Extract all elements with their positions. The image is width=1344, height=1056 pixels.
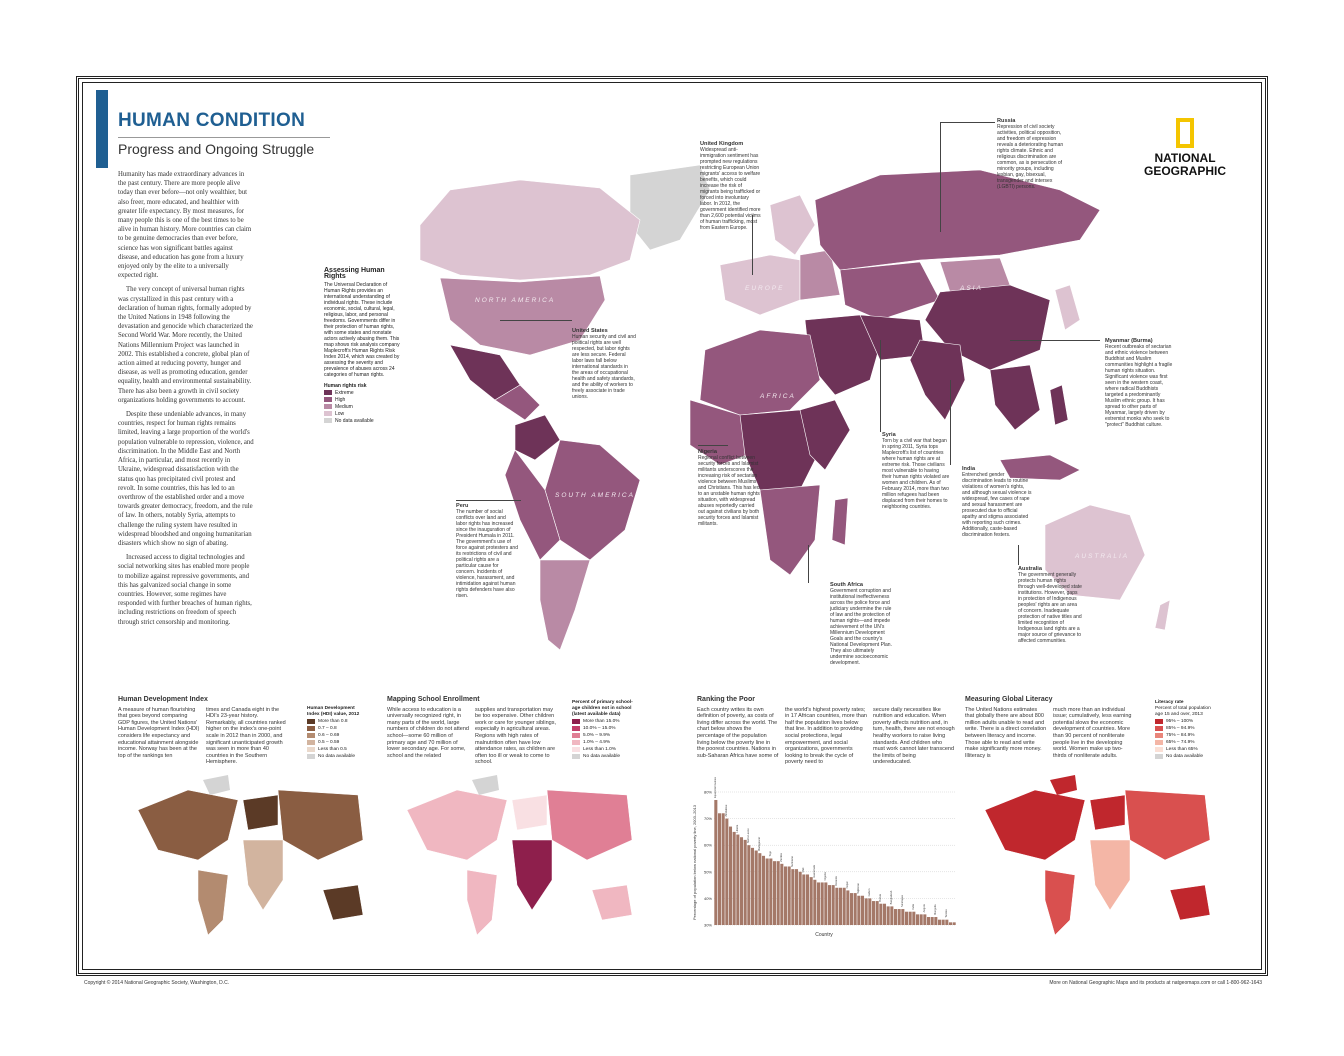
leader-line-australia xyxy=(1018,545,1019,565)
chart-bar xyxy=(923,914,926,925)
leader-line-us xyxy=(500,320,572,321)
literacy-legend-item xyxy=(1155,718,1215,725)
hdi-legend xyxy=(307,706,367,760)
human-rights-legend-item xyxy=(324,410,402,417)
chart-bar xyxy=(868,898,871,925)
southern-africa xyxy=(760,485,820,575)
school-legend-label: 5.0% – 9.9% xyxy=(583,732,611,738)
literacy-legend-label: No data available xyxy=(1166,753,1204,759)
hdi-legend-swatch xyxy=(307,740,315,745)
chart-bar xyxy=(850,893,853,925)
colombia xyxy=(515,415,560,460)
legend-title: Assessing Human Rights xyxy=(324,267,385,280)
school-col-2: supplies and transportation may be too expensive. Other children work or care for younger siblings, especially in agricultural areas. Regions with high rates of malnutrition often have low attendance rates, as children are often too ill or weak to come to school. xyxy=(475,706,557,766)
callout-nigeria-title: Nigeria xyxy=(698,449,717,455)
chart-y-tick-label: 30% xyxy=(703,922,712,928)
brazil xyxy=(545,440,640,560)
chart-category-label: Angola xyxy=(922,904,926,913)
chart-bar xyxy=(795,869,798,925)
hdi-legend-item xyxy=(307,725,367,732)
chart-bar xyxy=(872,901,875,925)
school-south-america xyxy=(467,870,497,935)
chart-bar xyxy=(890,906,893,925)
chart-bar xyxy=(887,906,890,925)
hdi-col-2: times and Canada eight in the HDI's 23-year history. Remarkably, all countries ranked higher on the index's one-point scale in 2012 than in 2000, and significant unanticipated growth was seen in more than 40 countries in the Southern Hemisphere. xyxy=(206,706,286,766)
literacy-legend-swatch xyxy=(1155,733,1163,738)
hdi-australia xyxy=(323,885,363,920)
chart-bar xyxy=(883,904,886,925)
north-africa xyxy=(700,330,820,415)
school-legend-label: Less than 1.0% xyxy=(583,746,617,752)
hdi-legend-title: Human Development Index (HDI) value, 2012 xyxy=(307,706,360,717)
callout-uk xyxy=(700,141,762,231)
literacy-legend xyxy=(1155,700,1215,760)
school-legend-swatch xyxy=(572,719,580,724)
chart-bar xyxy=(931,917,934,925)
chart-bar xyxy=(898,909,901,925)
chart-bar xyxy=(839,888,842,925)
chart-bar xyxy=(854,893,857,925)
india xyxy=(910,340,965,420)
hdi-title: Human Development Index xyxy=(118,696,208,703)
chart-bar xyxy=(942,920,945,925)
lit-africa xyxy=(1090,840,1130,910)
callout-india-title: India xyxy=(962,466,976,472)
leader-line-south-africa xyxy=(808,545,809,583)
school-section xyxy=(387,697,577,766)
school-legend-items xyxy=(572,718,634,760)
chart-bar xyxy=(722,813,725,925)
literacy-legend-item xyxy=(1155,753,1215,760)
literacy-col-1: The United Nations estimates that globally there are about 800 million adults unable to read and write. There is a direct correlation between literacy and income. Those able to read and write make significantly more money. Illiteracy is xyxy=(965,706,1047,759)
hdi-legend-label: 0.6 – 0.69 xyxy=(318,732,340,738)
hdi-europe xyxy=(243,795,278,830)
hdi-legend-label: More than 0.8 xyxy=(318,718,348,724)
hdi-asia xyxy=(278,790,363,860)
hdi-legend-swatch xyxy=(307,754,315,759)
school-legend-item xyxy=(572,739,634,746)
hdi-legend-item xyxy=(307,746,367,753)
hdi-legend-label: 0.7 – 0.8 xyxy=(318,725,337,731)
literacy-world-map xyxy=(965,770,1225,940)
chart-category-label: Tajikistan xyxy=(856,883,860,894)
poverty-bar-chart xyxy=(688,770,960,940)
chart-category-label: Mali xyxy=(801,867,805,873)
hdi-legend-label: 0.5 – 0.59 xyxy=(318,739,340,745)
chart-category-label: Togo xyxy=(768,850,772,857)
chart-category-label: Nepal xyxy=(845,881,849,889)
poor-title: Ranking the Poor xyxy=(697,696,755,703)
chart-bar xyxy=(865,898,868,925)
logo-text-line-2: GEOGRAPHIC xyxy=(1143,164,1226,178)
school-greenland xyxy=(472,775,499,795)
callout-nigeria-body: Regional conflict between security forces and Islamist militants underscores the increasing risk of sectarian violence between Muslims and Christians. This has led to an unstable human rights situation, with widespread abuses reportedly carried out against civilians by both security forces and Islamist militants. xyxy=(698,455,760,527)
chart-bar xyxy=(920,914,923,925)
leader-line-russia xyxy=(940,122,941,232)
chart-bar xyxy=(725,819,728,925)
callout-us xyxy=(572,328,636,400)
literacy-col-2: much more than an individual issue; cumulatively, less earning potential slows the economic development of countries. More than 90 percent of nonliterate people live in the developing world. Women make up two-thirds of nonliterate adults. xyxy=(1053,706,1132,759)
chart-category-label: Bolivia xyxy=(878,894,882,902)
human-rights-legend-label: Medium xyxy=(335,403,353,410)
chart-bar xyxy=(810,877,813,925)
chart-x-axis-label: Country xyxy=(815,932,833,938)
chart-y-axis-label: Percentage of population below national poverty line, 2003–2013 xyxy=(692,805,697,920)
greenland xyxy=(630,165,710,250)
poor-section xyxy=(697,697,967,766)
school-europe xyxy=(512,795,547,830)
chart-y-tick-label: 80% xyxy=(703,789,712,795)
chart-bar xyxy=(934,917,937,925)
leader-line-peru xyxy=(456,500,521,501)
callout-us-title: United States xyxy=(572,328,608,334)
lit-australia xyxy=(1170,885,1210,920)
region-label-north-america: NORTH AMERICA xyxy=(475,297,556,304)
hdi-north-america xyxy=(138,790,238,860)
hdi-south-america xyxy=(198,870,228,935)
human-rights-legend-label: No data available xyxy=(335,417,374,424)
hdi-greenland xyxy=(203,775,230,795)
chart-category-label: Liberia xyxy=(735,824,739,833)
chart-bar xyxy=(894,909,897,925)
japan-korea xyxy=(1055,285,1080,330)
argentina-chile xyxy=(540,560,590,650)
chart-bar xyxy=(751,848,754,925)
chart-bar xyxy=(744,840,747,925)
human-rights-legend-swatch xyxy=(324,397,332,402)
callout-peru-title: Peru xyxy=(456,503,469,509)
chart-category-label: Zambia xyxy=(779,853,783,862)
chart-category-label: Suriname xyxy=(790,856,794,868)
school-legend-item xyxy=(572,753,634,760)
literacy-legend-label: 65% – 74.9% xyxy=(1166,739,1195,745)
chart-bar xyxy=(758,853,761,925)
school-legend-label: 1.0% – 4.9% xyxy=(583,739,611,745)
canada xyxy=(420,180,640,280)
callout-india xyxy=(962,466,1032,538)
lit-north-america xyxy=(985,790,1085,860)
title-divider xyxy=(118,137,330,138)
callout-russia-title: Russia xyxy=(997,118,1016,124)
chart-bar xyxy=(733,832,736,925)
chart-bar xyxy=(945,920,948,925)
chart-bar xyxy=(857,896,860,925)
human-rights-legend-item xyxy=(324,417,402,424)
chart-category-label: Nicaragua xyxy=(900,895,904,908)
chart-bar xyxy=(755,851,758,925)
chart-category-label: Zimbabwe xyxy=(724,804,728,817)
chart-category-label: India xyxy=(911,904,915,910)
literacy-legend-title: Literacy rate xyxy=(1155,700,1184,705)
human-rights-legend-swatch xyxy=(324,404,332,409)
callout-us-body: Human security and civil and political rights are well respected, but labor rights are less secure. Federal labor laws fall below international standards in the areas of occupational health and safety standards, and the ability of workers to freely associate in trade unions. xyxy=(572,334,636,400)
hdi-africa xyxy=(243,840,283,910)
chart-category-label: Bangladesh xyxy=(889,890,893,905)
chart-bar xyxy=(916,914,919,925)
callout-myanmar-body: Recent outbreaks of sectarian and ethnic violence between Buddhist and Muslim communities highlight a fragile human rights situation. Significant violence was first seen in the western coast, where radical Buddhists targeted a predominantly Muslim ethnic group. It has spread to other parts of Myanmar, largely driven by extremist monks who seek to "protect" Buddhist culture. xyxy=(1105,344,1173,428)
school-legend-swatch xyxy=(572,754,580,759)
hdi-world-map xyxy=(118,770,378,940)
chart-bar xyxy=(813,880,816,925)
chart-bar xyxy=(784,866,787,925)
callout-peru xyxy=(456,503,518,599)
school-legend-item xyxy=(572,732,634,739)
region-label-south-america: SOUTH AMERICA xyxy=(555,492,635,499)
school-north-america xyxy=(407,790,507,860)
callout-russia xyxy=(997,118,1065,190)
school-col-1: While access to education is a universally recognized right, in many parts of the world, large numbers of children do not attend school—some 60 million of primary age and 70 million of lower secondary age. For some, school and the related xyxy=(387,706,469,759)
new-zealand xyxy=(1155,600,1170,630)
lit-europe xyxy=(1090,795,1125,830)
lit-asia xyxy=(1125,790,1210,860)
region-label-asia: ASIA xyxy=(960,285,983,292)
leader-line-nigeria xyxy=(698,445,728,446)
school-legend-label: 10.0% – 15.0% xyxy=(583,725,616,731)
chart-bar xyxy=(905,912,908,925)
title-accent-bar xyxy=(96,90,108,168)
chart-bar xyxy=(802,874,805,925)
hdi-legend-item xyxy=(307,718,367,725)
human-rights-legend-item xyxy=(324,396,402,403)
school-asia xyxy=(547,790,632,860)
chart-bar xyxy=(912,912,915,925)
chart-bar xyxy=(901,909,904,925)
chart-bar xyxy=(714,800,717,925)
school-legend-item xyxy=(572,746,634,753)
chart-y-tick-label: 40% xyxy=(703,895,712,901)
leader-line-india xyxy=(950,380,951,465)
chart-bar xyxy=(843,888,846,925)
hdi-legend-item xyxy=(307,732,367,739)
poor-col-1: Each country writes its own definition of poverty, as costs of living differ across the world. The chart below shows the percentage of the population living below the poverty line in the poorest countries. Nations in sub-Saharan Africa have some of xyxy=(697,706,779,759)
chart-bar xyxy=(740,837,743,925)
literacy-legend-item xyxy=(1155,746,1215,753)
callout-myanmar-title: Myanmar (Burma) xyxy=(1105,338,1153,344)
human-rights-legend-swatch xyxy=(324,390,332,395)
chart-bar xyxy=(824,882,827,925)
chart-bar xyxy=(799,872,802,925)
callout-peru-body: The number of social conflicts over land and labor rights has increased since the inauguration of President Humala in 2011. The government's use of force against protesters and its restrictions of civil and political rights are a particular cause for concern. Incidents of violence, harassment, and intimidation against human rights defenders have also risen. xyxy=(456,509,518,599)
human-rights-legend-label: Extreme xyxy=(335,389,354,396)
chart-bar xyxy=(938,920,941,925)
chart-bar xyxy=(817,882,820,925)
chart-category-label: Mongolia xyxy=(933,904,937,916)
literacy-legend-subtitle: Percent of total population age 15 and over, 2013 xyxy=(1155,706,1211,717)
literacy-legend-items xyxy=(1155,718,1215,760)
literacy-legend-item xyxy=(1155,739,1215,746)
legend-body: The Universal Declaration of Human Rights provides an international understanding of individual rights. These include economic, social, cultural, legal, religious, labor, and personal freedoms. Governments differ in their protection of human rights, with some states and nonstate actors actively abusing them. This map shows risk analysis company Maplecroft's Human Rights Risk Index 2014, which was created by assessing the severity and prevalence of abuses across 24 categories of human rights. xyxy=(324,282,400,378)
callout-syria-title: Syria xyxy=(882,432,896,438)
chart-bar xyxy=(777,861,780,925)
chart-bar xyxy=(879,904,882,925)
human-rights-legend-item xyxy=(324,389,402,396)
literacy-legend-swatch xyxy=(1155,719,1163,724)
chart-y-tick-label: 50% xyxy=(703,869,712,875)
school-legend-item xyxy=(572,718,634,725)
hdi-legend-label: No data available xyxy=(318,753,356,759)
poor-col-3: secure daily necessities like nutrition and education. When poverty affects nutrition and, in turn, health, there are not enough healthy workers to raise living standards. And children who must work cannot later transcend the limits of being undereducated. xyxy=(873,706,955,766)
region-label-australia: AUSTRALIA xyxy=(1075,553,1130,560)
human-rights-legend xyxy=(324,268,402,424)
chart-category-label: Nigeria xyxy=(823,872,827,881)
literacy-legend-item xyxy=(1155,725,1215,732)
human-rights-legend-item xyxy=(324,403,402,410)
chart-bar xyxy=(729,827,732,925)
chart-bar xyxy=(846,890,849,925)
lit-south-america xyxy=(1045,870,1075,935)
chart-bar xyxy=(788,866,791,925)
literacy-legend-label: 75% – 84.9% xyxy=(1166,732,1195,738)
chart-bar xyxy=(835,888,838,925)
chart-bar xyxy=(806,874,809,925)
chart-bar xyxy=(780,864,783,925)
callout-uk-title: United Kingdom xyxy=(700,141,744,147)
chart-bar xyxy=(747,845,750,925)
literacy-legend-label: 85% – 94.9% xyxy=(1166,725,1195,731)
school-legend-swatch xyxy=(572,740,580,745)
poor-col-2: the world's highest poverty rates; in 17 African countries, more than half the population lives below that line. In addition to providing social protections, legal empowerment, and social organizations, governments looking to break the cycle of poverty need to xyxy=(785,706,867,766)
leader-line-russia-h xyxy=(940,122,995,123)
chart-bar xyxy=(821,882,824,925)
school-legend-swatch xyxy=(572,726,580,731)
chart-category-label: Tunisia xyxy=(944,909,948,918)
callout-australia-title: Australia xyxy=(1018,566,1042,572)
school-world-map xyxy=(387,770,647,940)
page-title: HUMAN CONDITION xyxy=(118,110,306,131)
philippines xyxy=(1050,385,1068,425)
legend-scale-title: Human rights risk xyxy=(324,383,367,389)
chart-bar xyxy=(766,859,769,926)
human-rights-legend-label: Low xyxy=(335,410,345,417)
chart-bar xyxy=(791,869,794,925)
lit-greenland xyxy=(1050,775,1077,795)
chart-category-label: Equatorial Guinea xyxy=(713,777,717,798)
school-legend-swatch xyxy=(572,747,580,752)
chart-bar xyxy=(773,861,776,925)
hdi-legend-swatch xyxy=(307,719,315,724)
chart-bar xyxy=(876,901,879,925)
callout-australia xyxy=(1018,566,1082,644)
callout-nigeria xyxy=(698,449,762,527)
literacy-legend-item xyxy=(1155,732,1215,739)
hdi-legend-item xyxy=(307,753,367,760)
chart-category-label: Guatemala xyxy=(812,865,816,878)
chart-bar xyxy=(861,896,864,925)
literacy-legend-swatch xyxy=(1155,740,1163,745)
chart-category-label: Gabon xyxy=(867,888,871,897)
chart-bar xyxy=(909,912,912,925)
intro-paragraph-1: Humanity has made extraordinary advances in the past century. There are more people alive today than ever before—not only wealthier, but also freer, more educated, and healthier with greater life expectancy. By most measures, for many people this is one of the best times to be alive in human history. More countries can claim to be genuine democracies than ever before, science has won significant battles against disease, and education has gone from a luxury enjoyed only by the elite to a universally expected right. xyxy=(118,171,252,280)
callout-syria xyxy=(882,432,950,510)
callout-myanmar xyxy=(1105,338,1177,428)
chart-bar xyxy=(718,813,721,925)
footer-contact: More on National Geographic Maps and its products at natgeomaps.com or call 1-800-962-1643 xyxy=(1049,980,1262,986)
callout-uk-body: Widespread anti-immigration sentiment has prompted new regulations restricting European Union migrants' access to welfare benefits, which could increase the risk of migrants being trafficked or forced into involuntary labor. In 2012, the government identified more than 2,600 potential victims of human trafficking, most from Eastern Europe. xyxy=(700,147,761,231)
school-legend-label: More than 15.0% xyxy=(583,718,620,724)
school-legend-item xyxy=(572,725,634,732)
page-subtitle: Progress and Ongoing Struggle xyxy=(118,141,315,157)
central-asia xyxy=(840,262,940,320)
hdi-legend-item xyxy=(307,739,367,746)
hdi-section xyxy=(118,697,308,766)
intro-paragraph-2: The very concept of universal human rights was crystallized in this past century with a declaration of human rights, formally adopted by the United Nations in 1948 following the devastation and genocide which characterized the Second World War. More recently, the United Nations Millennium Project was launched in 2002. This established a concrete, global plan of action aimed at reducing poverty, hunger and disease, as well as promoting education, gender equality, health and environmental sustainability. There has also been a growth in civil society organizations holding governments to account. xyxy=(118,286,253,404)
legend-items xyxy=(324,389,402,424)
southeast-asia xyxy=(990,365,1040,430)
chart-bar xyxy=(927,917,930,925)
callout-syria-body: Torn by a civil war that began in spring 2011, Syria tops Maplecroft's list of countries where human rights are at extreme risk. Those civilians most vulnerable to having their human rights violated are women and children. As of February 2014, more than two million refugees had been displaced from their homes to neighboring countries. xyxy=(882,438,950,510)
school-legend xyxy=(572,700,634,760)
hdi-legend-items xyxy=(307,718,367,760)
region-label-africa: AFRICA xyxy=(760,393,796,400)
hdi-legend-swatch xyxy=(307,747,315,752)
intro-paragraph-4: Increased access to digital technologies and social networking sites has enabled more people to mobilize against repressive governments, and this has galvanized social change in some countries. However, some regimes have responded with further breaches of human rights, including restrictions on freedom of speech through strict censorship and monitoring. xyxy=(118,554,252,626)
leader-line-syria xyxy=(880,340,881,432)
chart-bar xyxy=(949,922,952,925)
callout-south-africa xyxy=(830,582,892,666)
chart-bar xyxy=(769,859,772,926)
callout-australia-body: The government generally protects human rights through well-developed state institutions. However, gaps in protection of Indigenous peoples' rights are an area of concern. Inadequate protection of native titles and limited recognition of Indigenous land rights are a major source of grievance to affected communities. xyxy=(1018,572,1082,644)
chart-bar xyxy=(828,885,831,925)
chart-category-label: Madagascar xyxy=(757,836,761,852)
chart-bar xyxy=(762,856,765,925)
region-label-europe: EUROPE xyxy=(745,285,785,292)
literacy-legend-label: 95% – 100% xyxy=(1166,718,1194,724)
literacy-legend-swatch xyxy=(1155,726,1163,731)
school-australia xyxy=(592,885,632,920)
school-legend-swatch xyxy=(572,733,580,738)
madagascar xyxy=(832,498,848,545)
literacy-legend-label: Less than 65% xyxy=(1166,746,1198,752)
literacy-legend-swatch xyxy=(1155,754,1163,759)
callout-russia-body: Repression of civil society activities, political opposition, and freedom of expression reveals a deteriorating human rights climate. Ethnic and religious discrimination are common, as is persecution of minority groups, including lesbian, gay, bisexual, transgender and intersex (LGBTI) persons. xyxy=(997,124,1064,190)
school-legend-label: No data available xyxy=(583,753,621,759)
human-rights-legend-label: High xyxy=(335,396,346,403)
literacy-title: Measuring Global Literacy xyxy=(965,696,1053,703)
school-africa xyxy=(512,840,552,910)
chart-category-label: Sierra Leone xyxy=(746,828,750,844)
callout-south-africa-title: South Africa xyxy=(830,582,864,588)
human-rights-legend-swatch xyxy=(324,411,332,416)
intro-text xyxy=(118,170,254,632)
chart-bar xyxy=(736,835,739,925)
hdi-col-1: A measure of human flourishing that goes beyond comparing GDP figures, the United Nations' Human Development Index (HDI) considers life expectancy and educational attainment alongside income. Norway has been at the top of the rankings ten xyxy=(118,706,200,759)
intro-paragraph-3: Despite these undeniable advances, in many countries, respect for human rights remains limited, leaving a large proportion of the world's population vulnerable to repression, violence, and discrimination. In the Middle East and North Africa, in particular, and most recently in Ukraine, widespread dissatisfaction with the status quo has precipitated civil protest and revolt. In some countries, this has led to an overthrow of the established order and a move towards greater democracy, freedom, and the rule of law. In others, notably Syria, attempts to challenge the ruling system have resulted in widespread bloodshed and ongoing humanitarian disasters which show no sign of abating. xyxy=(118,411,254,547)
world-human-rights-map xyxy=(300,100,1240,700)
hdi-legend-swatch xyxy=(307,733,315,738)
chart-y-tick-label: 60% xyxy=(703,842,712,848)
human-rights-legend-swatch xyxy=(324,418,332,423)
callout-india-body: Entrenched gender discrimination leads to routine violations of women's rights, and although sexual violence is widespread, few cases of rape and sexual harassment are prosecuted due to official apathy and stigma associated with reporting such crimes. Additionally, caste-based discrimination festers. xyxy=(962,472,1032,538)
chart-bar xyxy=(953,922,956,925)
footer-copyright: Copyright © 2014 National Geographic Society, Washington, D.C. xyxy=(84,980,230,986)
leader-line-myanmar xyxy=(1010,340,1100,341)
hdi-legend-swatch xyxy=(307,726,315,731)
school-title: Mapping School Enrollment xyxy=(387,696,480,703)
callout-south-africa-body: Government corruption and institutional ineffectiveness across the police force and judiciary undermine the rule of law and the protection of human rights—and impede achievement of the UN's Millennium Development Goals and the country's National Development Plan. They also ultimately undermine socioeconomic development. xyxy=(830,588,892,666)
school-legend-title: Percent of primary school-age children not in school (latest available data) xyxy=(572,700,633,717)
logo-text-line-1: NATIONAL xyxy=(1154,151,1216,165)
literacy-section xyxy=(965,697,1155,759)
chart-bar xyxy=(832,885,835,925)
literacy-legend-swatch xyxy=(1155,747,1163,752)
scandinavia xyxy=(770,195,815,255)
hdi-legend-label: Less than 0.5 xyxy=(318,746,347,752)
chart-category-label: Rwanda xyxy=(834,876,838,886)
chart-y-tick-label: 70% xyxy=(703,816,712,822)
